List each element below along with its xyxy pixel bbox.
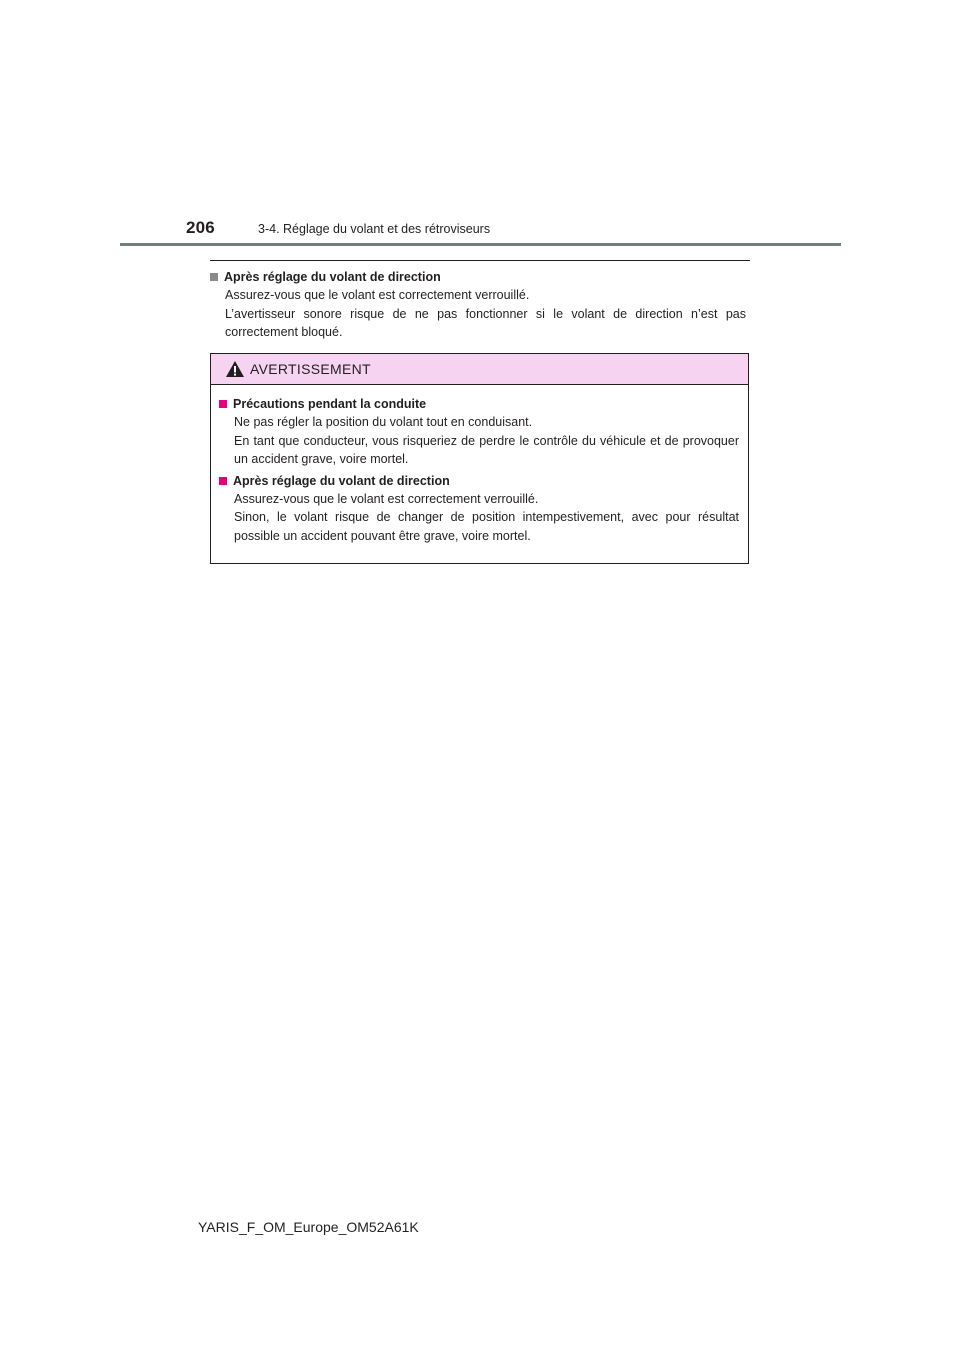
warning-line: Assurez-vous que le volant est correctement verrouillé.: [234, 491, 539, 506]
section-after-adjustment: [210, 268, 746, 342]
warning-box: [210, 353, 749, 564]
section-rule: [210, 260, 750, 261]
running-head: 3-4. Réglage du volant et des rétroviseurs: [258, 222, 491, 236]
square-bullet-icon: [219, 400, 227, 408]
warning-line: Sinon, le volant risque de changer de position intempestivement, avec pour résultat possible un accident pouvant être grave, voire mortel.: [234, 510, 739, 543]
header-rule: [120, 243, 841, 246]
warning-title: AVERTISSEMENT: [250, 361, 371, 377]
warning-item-title: Précautions pendant la conduite: [233, 397, 427, 411]
warning-item-after-adjustment: [219, 472, 739, 546]
warning-content: [211, 385, 748, 545]
warning-item-heading: [219, 472, 739, 490]
square-bullet-icon: [219, 477, 227, 485]
page-number: 206: [186, 218, 215, 237]
section-line: Assurez-vous que le volant est correctement verrouillé.: [225, 288, 530, 302]
warning-triangle-icon: [225, 360, 245, 378]
section-body: [210, 286, 746, 342]
warning-item-heading: [219, 395, 739, 413]
section-heading: [210, 268, 746, 286]
warning-item-body: [219, 413, 739, 469]
section-heading-text: Après réglage du volant de direction: [224, 270, 441, 284]
warning-line: Ne pas régler la position du volant tout en conduisant.: [234, 415, 533, 429]
square-bullet-icon: [210, 273, 218, 281]
warning-header: [211, 354, 748, 385]
warning-item-title: Après réglage du volant de direction: [233, 473, 450, 488]
warning-item-body: [219, 490, 739, 546]
section-line: L’avertisseur sonore risque de ne pas fonctionner si le volant de direction n’est pas correctement bloqué.: [225, 306, 746, 339]
warning-item-driving-precautions: [219, 395, 739, 469]
warning-line: En tant que conducteur, vous risqueriez de perdre le contrôle du véhicule et de provoquer un accident grave, voire mortel.: [234, 433, 739, 466]
footer-doc-code: YARIS_F_OM_Europe_OM52A61K: [198, 1219, 419, 1235]
